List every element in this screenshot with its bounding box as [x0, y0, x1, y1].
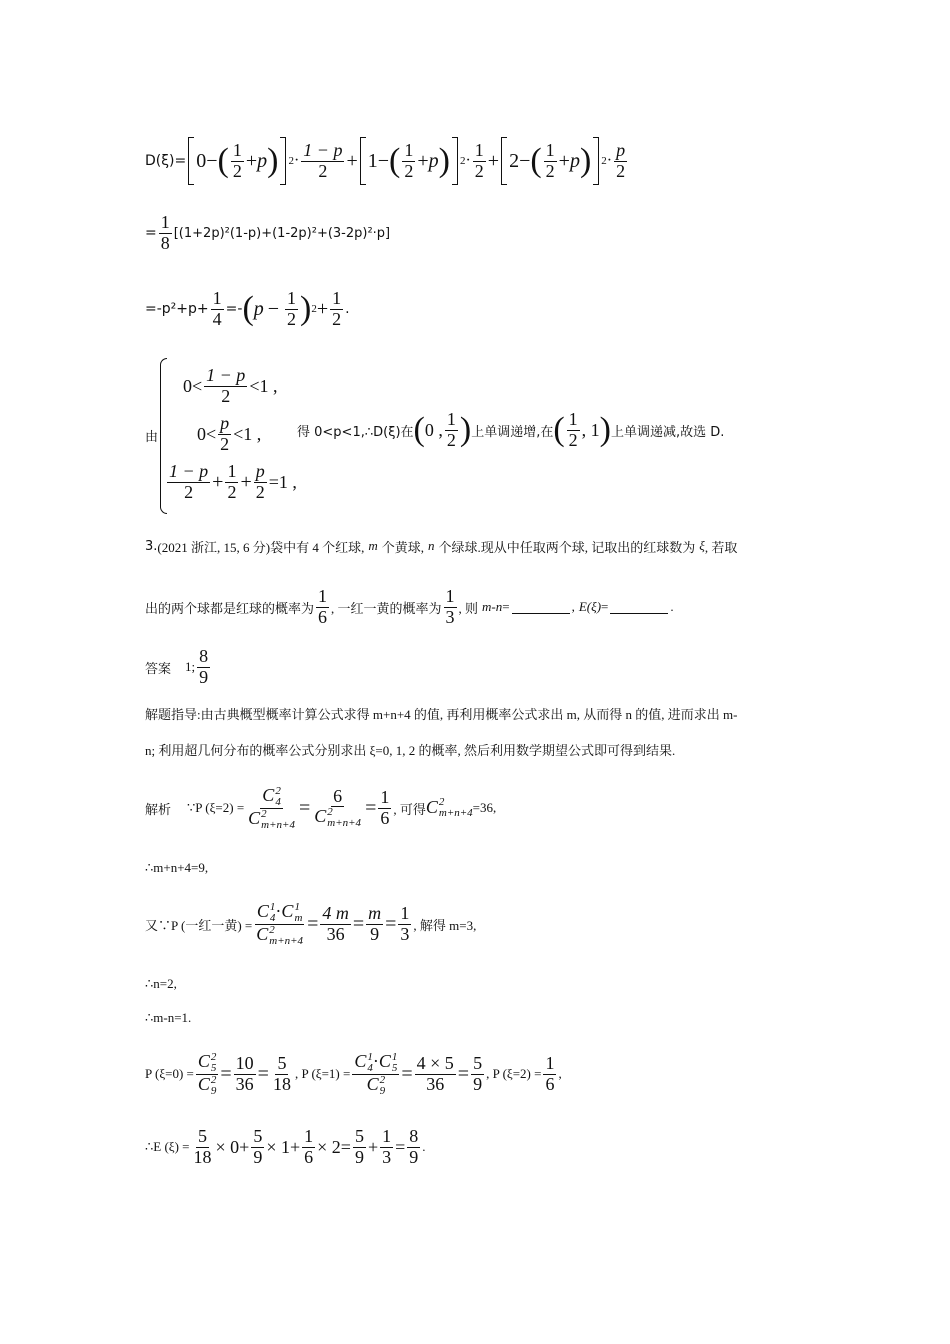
answer-blank-2[interactable] — [610, 601, 668, 614]
half-fraction: $\frac{1}{2}$ — [446, 409, 456, 450]
prob-two-red-fraction: $\frac{1}{6}$ — [318, 585, 328, 627]
solution-s7-a: ∴E (ξ) = — [145, 1139, 190, 1154]
equals: = — [307, 912, 319, 935]
minus-sign: − — [206, 149, 218, 172]
dot: · — [606, 152, 613, 169]
system-row-1 — [183, 366, 277, 407]
left-paren: ( — [553, 411, 565, 449]
right-bracket — [452, 137, 458, 185]
square-exponent: 2 — [288, 155, 294, 167]
solution-line-6 — [145, 1044, 562, 1104]
result-text-b: 上单调递增,在 — [471, 424, 554, 440]
simplified-prefix: =-p²+p+ — [145, 301, 209, 317]
guide-label: 解题指导: — [145, 706, 201, 722]
left-paren: ( — [217, 142, 229, 179]
equals: = — [457, 1062, 470, 1085]
times-two: × 2= — [317, 1136, 351, 1157]
answer-fraction: $\frac{8}{9}$ — [199, 645, 209, 687]
solution-s6-a: P (ξ=0) = — [145, 1066, 194, 1081]
system-result — [297, 410, 724, 451]
solution-s4: ∴n=2, — [145, 976, 177, 991]
plus-sign: + — [346, 149, 358, 172]
row3-tail: =1 , — [268, 471, 297, 492]
plus-sign: + — [316, 297, 329, 320]
dot: · — [465, 152, 471, 169]
solution-line-7 — [145, 1124, 426, 1170]
equals: = — [298, 796, 311, 819]
left-paren: ( — [413, 411, 425, 449]
guide-text-2: n; 利用超几何分布的概率公式分别求出 ξ=0, 1, 2 的概率, 然后利用数学期望公式即可得到结果. — [145, 742, 676, 758]
minus-sign: − — [267, 297, 280, 320]
row2-fraction: $\frac{p}{2}$ — [220, 413, 230, 454]
result-text-c: 上单调递减,故选 D. — [610, 424, 725, 440]
var-n: n — [428, 538, 435, 553]
problem-number: 3. — [145, 538, 158, 554]
solution-line-4 — [145, 974, 177, 994]
one-sixth-fraction: $\frac{1}{6}$ — [380, 786, 390, 828]
system-row-3 — [165, 462, 297, 503]
right-paren: ) — [438, 142, 450, 179]
left-paren: ( — [242, 290, 254, 327]
right-paren: ) — [599, 411, 611, 449]
right-paren: ) — [579, 142, 592, 179]
expectation-term-1: $\frac{5}{18}$ — [193, 1125, 212, 1167]
system-row-2 — [197, 414, 261, 455]
plus-sign: + — [487, 149, 500, 172]
row3-fraction-2: $\frac{1}{2}$ — [227, 461, 237, 502]
expectation-sum-1: $\frac{5}{9}$ — [354, 1125, 364, 1167]
row1-tail: <1 , — [249, 375, 278, 396]
guide-text-1: 由古典概型概率计算公式求得 m+n+4 的值, 再利用概率公式求出 m, 从而得 n 的值, 进而求出 m- — [200, 706, 738, 722]
left-paren: ( — [389, 142, 401, 179]
equals: = — [395, 1136, 406, 1157]
times-zero: × 0+ — [215, 1136, 250, 1157]
problem-text-c: 个绿球.现从中任取两个球, 记取出的红球数为 — [438, 539, 696, 555]
solution-line-3 — [145, 894, 476, 954]
solution-s6-c: , P (ξ=2) = — [486, 1066, 542, 1081]
fraction-one-minus-p-over-two: $\frac{1 - p}{2}$ — [303, 139, 343, 181]
you-label: 由 — [145, 430, 159, 445]
solution-s1-c: =36, — [472, 800, 497, 815]
five-over-18-fraction: $\frac{5}{18}$ — [272, 1052, 291, 1094]
expectation-sum-2: $\frac{1}{3}$ — [382, 1125, 392, 1167]
comma: , — [571, 599, 575, 614]
var-xi: ξ — [699, 538, 705, 553]
period: . — [345, 301, 350, 317]
solution-s5: ∴m-n=1. — [145, 1010, 192, 1025]
comb-ratio-fraction: C 2 4 C 2 m+n+4 — [248, 784, 295, 831]
left-bracket — [501, 137, 507, 185]
equals: = — [365, 796, 377, 819]
right-bracket — [593, 137, 599, 185]
variance-lhs: D(ξ)= — [145, 153, 187, 169]
row2-tail: <1 , — [233, 423, 262, 444]
solution-s3-a: 又∵P (一红一黄) = — [145, 917, 253, 933]
one-quarter-fraction: $\frac{1}{4}$ — [212, 287, 222, 329]
half-fraction: $\frac{1}{2}$ — [474, 139, 484, 181]
expr-expectation: E(ξ) — [578, 599, 602, 614]
one-eighth-fraction: $\frac{1}{8}$ — [160, 211, 170, 253]
six-over-comb-fraction: 6 C 2 m+n+4 — [314, 785, 362, 830]
comma: , — [558, 1066, 562, 1081]
right-paren: ) — [459, 411, 472, 449]
equals: = — [601, 599, 609, 614]
plus-sign: + — [245, 149, 258, 172]
minus-sign: − — [519, 149, 531, 172]
guide-line-2 — [145, 739, 675, 759]
comb-expression: C 2 m+n+4 — [425, 796, 473, 819]
solution-s1-a: ∵P (ξ=2) = — [187, 800, 245, 815]
equals-negative: =- — [225, 301, 243, 317]
row1-fraction: $\frac{1 - p}{2}$ — [206, 365, 246, 406]
square-exponent: 2 — [311, 303, 317, 315]
solution-line-2 — [145, 858, 208, 878]
half-fraction: $\frac{1}{2}$ — [332, 287, 342, 329]
half-fraction: $\frac{1}{2}$ — [232, 139, 242, 181]
variance-formula-line — [145, 136, 629, 186]
five-ninths-fraction: $\frac{5}{9}$ — [473, 1052, 483, 1094]
p-xi0-comb-fraction: C 2 5 C 2 9 — [197, 1050, 217, 1097]
equals: = — [145, 225, 157, 241]
equals: = — [385, 912, 397, 935]
minus-sign: − — [377, 149, 390, 172]
answer-value: 1; — [185, 659, 196, 674]
problem-source: (2021 浙江, 15, 6 分) — [157, 539, 271, 555]
problem-line2-b: , 一红一黄的概率为 — [331, 600, 442, 616]
half-fraction: $\frac{1}{2}$ — [545, 139, 555, 181]
plus-sign: + — [367, 1136, 379, 1157]
plus-sign: + — [558, 149, 570, 172]
var-p: p — [569, 149, 580, 172]
row3-fraction-3: $\frac{p}{2}$ — [255, 461, 265, 502]
answer-label: 答案 — [145, 660, 172, 676]
term-two: 2 — [509, 149, 520, 172]
dot: · — [293, 152, 300, 169]
problem-line-2 — [145, 584, 674, 630]
period: . — [422, 1139, 426, 1154]
answer-line — [145, 644, 212, 690]
solution-s6-b: , P (ξ=1) = — [294, 1066, 351, 1081]
solution-line-5 — [145, 1008, 191, 1028]
solution-s1-b: , 可得 — [393, 801, 426, 817]
left-bracket — [188, 137, 194, 185]
row2-lead: 0< — [197, 423, 217, 444]
half-fraction: $\frac{1}{2}$ — [287, 287, 297, 329]
problem-text-b: 个黄球, — [381, 539, 424, 555]
fraction-p-over-two: $\frac{p}{2}$ — [616, 139, 626, 181]
problem-line-1 — [145, 536, 737, 556]
prob-red-yellow-fraction: $\frac{1}{3}$ — [445, 585, 455, 627]
right-bracket — [280, 137, 286, 185]
equals: = — [257, 1062, 269, 1085]
m-over-9-fraction: $\frac{m}{9}$ — [368, 902, 382, 944]
four-m-over-36-fraction: $\frac{4 m}{36}$ — [322, 902, 349, 944]
expectation-term-3: $\frac{1}{6}$ — [304, 1125, 314, 1167]
term-one: 1 — [367, 149, 378, 172]
four-times-five-over-36-fraction: $\frac{4 \times 5}{36}$ — [416, 1052, 454, 1094]
problem-text-d: , 若取 — [704, 539, 738, 555]
problem-text-a: 袋中有 4 个红球, — [270, 539, 365, 555]
expectation-result: $\frac{8}{9}$ — [409, 1125, 419, 1167]
simplified-line — [145, 286, 350, 332]
var-m: m — [368, 538, 378, 553]
solution-label: 解析 — [145, 801, 172, 817]
row1-lead: 0< — [183, 375, 203, 396]
one-sixth-fraction: $\frac{1}{6}$ — [545, 1052, 555, 1094]
problem-line2-c: , 则 — [458, 600, 479, 616]
guide-line-1 — [145, 703, 737, 723]
solution-s3-b: , 解得 m=3, — [413, 917, 477, 933]
period: . — [670, 599, 674, 614]
inequality-system — [145, 358, 845, 514]
var-p: p — [253, 297, 264, 320]
half-fraction: $\frac{1}{2}$ — [568, 409, 578, 450]
plus-sign: + — [417, 149, 429, 172]
plus-sign: + — [212, 470, 224, 493]
comb-product-fraction: C 1 4 ·C 1 m C 2 m+n+4 — [256, 900, 304, 947]
equals: = — [220, 1062, 232, 1085]
expansion-text: [(1+2p)²(1-p)+(1-2p)²+(3-2p)²·p] — [173, 225, 391, 241]
var-p: p — [428, 149, 439, 172]
one-third-fraction: $\frac{1}{3}$ — [400, 902, 410, 944]
term-zero: 0 — [196, 149, 207, 172]
times-one: × 1+ — [266, 1136, 301, 1157]
square-exponent: 2 — [459, 155, 466, 167]
problem-line2-a: 出的两个球都是红球的概率为 — [145, 600, 315, 616]
left-bracket — [360, 137, 366, 185]
interval2-right: , 1 — [581, 419, 600, 440]
p-xi1-comb-fraction: C 1 4 ·C 1 5 C 2 9 — [354, 1050, 398, 1097]
solution-s2: ∴m+n+4=9, — [145, 860, 209, 875]
half-fraction: $\frac{1}{2}$ — [404, 139, 414, 181]
expectation-term-2: $\frac{5}{9}$ — [253, 1125, 263, 1167]
square-exponent: 2 — [601, 155, 607, 167]
equals: = — [401, 1062, 413, 1085]
equals: = — [502, 599, 510, 614]
solution-line-1 — [145, 778, 496, 838]
left-paren: ( — [530, 142, 542, 179]
row3-fraction-1: $\frac{1 - p}{2}$ — [169, 461, 209, 502]
answer-blank-1[interactable] — [512, 601, 570, 614]
plus-sign: + — [240, 470, 252, 493]
right-paren: ) — [267, 142, 279, 179]
right-paren: ) — [300, 290, 312, 327]
result-text-a: 得 0<p<1,∴D(ξ)在 — [297, 424, 414, 440]
ten-over-36-fraction: $\frac{10}{36}$ — [235, 1052, 254, 1094]
var-p: p — [257, 149, 268, 172]
expansion-line — [145, 210, 390, 256]
expr-m-minus-n: m-n — [482, 599, 503, 614]
equals: = — [352, 912, 365, 935]
interval1-left: 0 , — [424, 419, 443, 440]
